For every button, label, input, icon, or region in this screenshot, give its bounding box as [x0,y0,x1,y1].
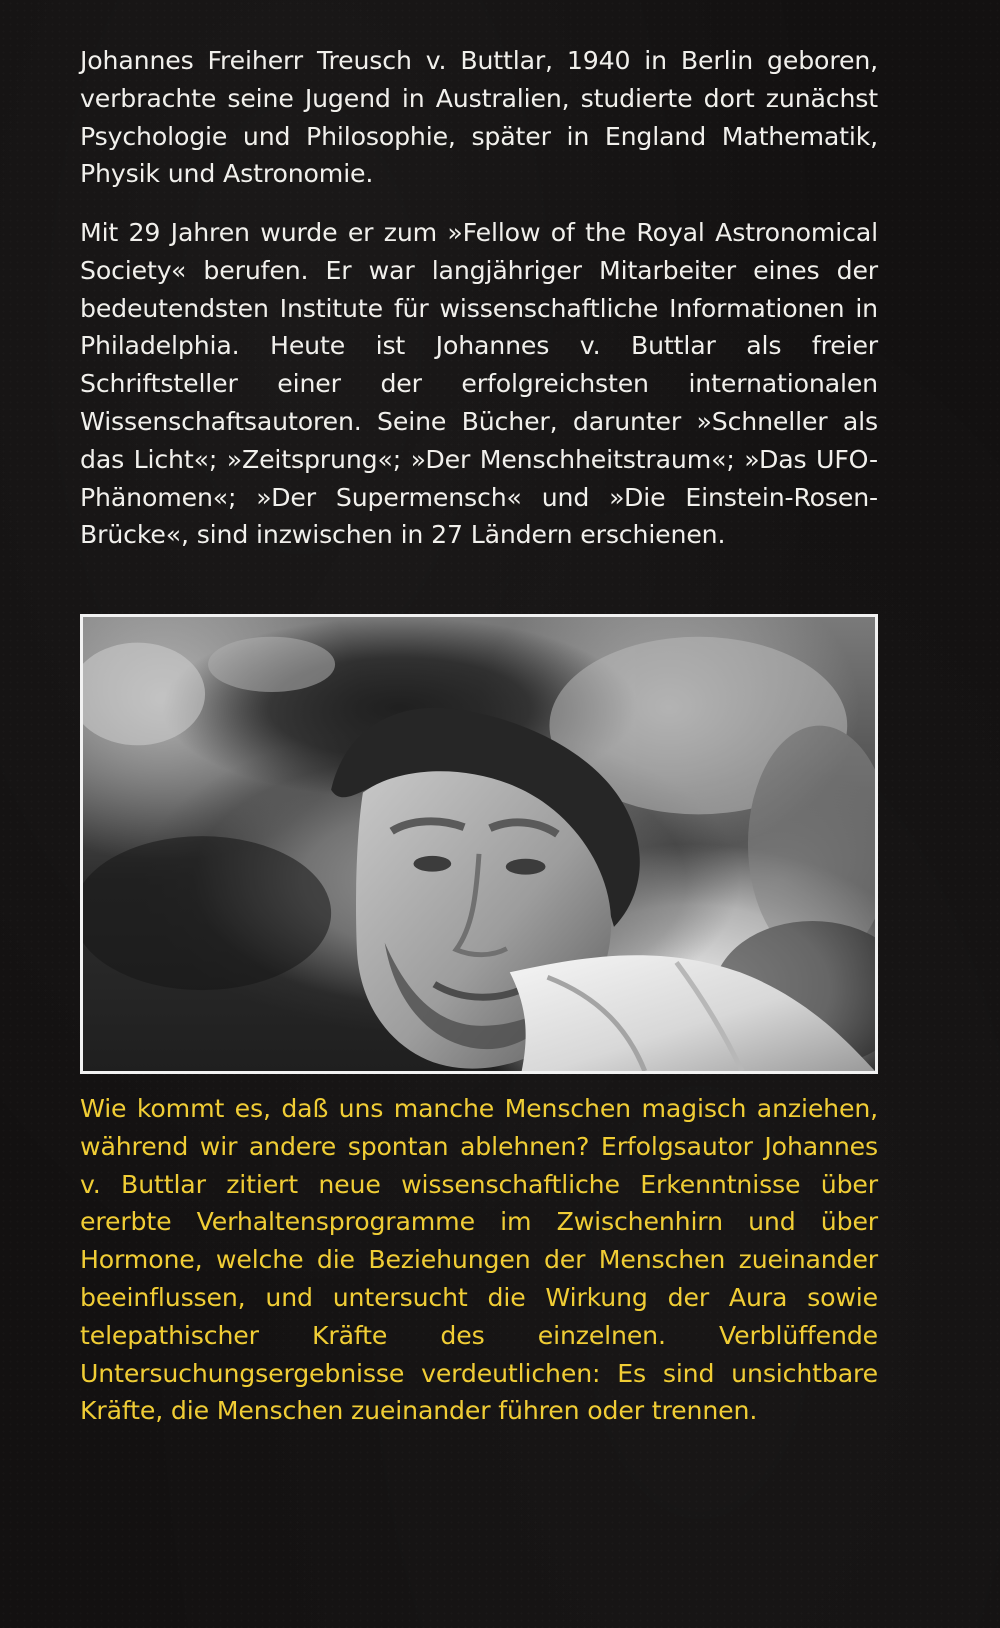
author-bio-paragraph-2: Mit 29 Jahren wurde er zum »Fellow of the Royal Astronomical Society« berufen. Er war langjähriger Mitarbeiter eines der bedeutendsten Institute für wissenschaftliche Informationen in Philadelphia. Heute ist Johannes v. Buttlar als freier Schriftsteller einer der erfolgreichsten internationalen Wissenschaftsautoren. Seine Bücher, darunter »Schneller als das Licht«; »Zeitsprung«; »Der Menschheitstraum«; »Das UFO-Phänomen«; »Der Supermensch« und »Die Einstein-Rosen-Brücke«, sind inzwischen in 27 Ländern erschienen. [80,218,878,550]
portrait-icon [83,617,875,1071]
author-bio-paragraph-1: Johannes Freiherr Treusch v. Buttlar, 1940 in Berlin geboren, verbrachte seine Jugend in Australien, studierte dort zunächst Psychologie und Philosophie, später in England Mathematik, Physik und Astronomie. [80,46,878,189]
book-teaser: Wie kommt es, daß uns manche Menschen magisch anziehen, während wir andere spontan ablehnen? Erfolgsautor Johannes v. Buttlar zitiert neue wissenschaftliche Erkenntnisse über ererbte Verhaltensprogramme im Zwischenhirn und über Hormone, welche die Beziehungen der Menschen zueinander beeinflussen, und untersucht die Wirkung der Aura sowie telepathischer Kräfte des einzelnen. Verblüffende Untersuchungsergebnisse verdeutlichen: Es sind unsichtbare Kräfte, die Menschen zueinander führen oder trennen. [80,1094,878,1426]
author-photo [80,614,878,1074]
